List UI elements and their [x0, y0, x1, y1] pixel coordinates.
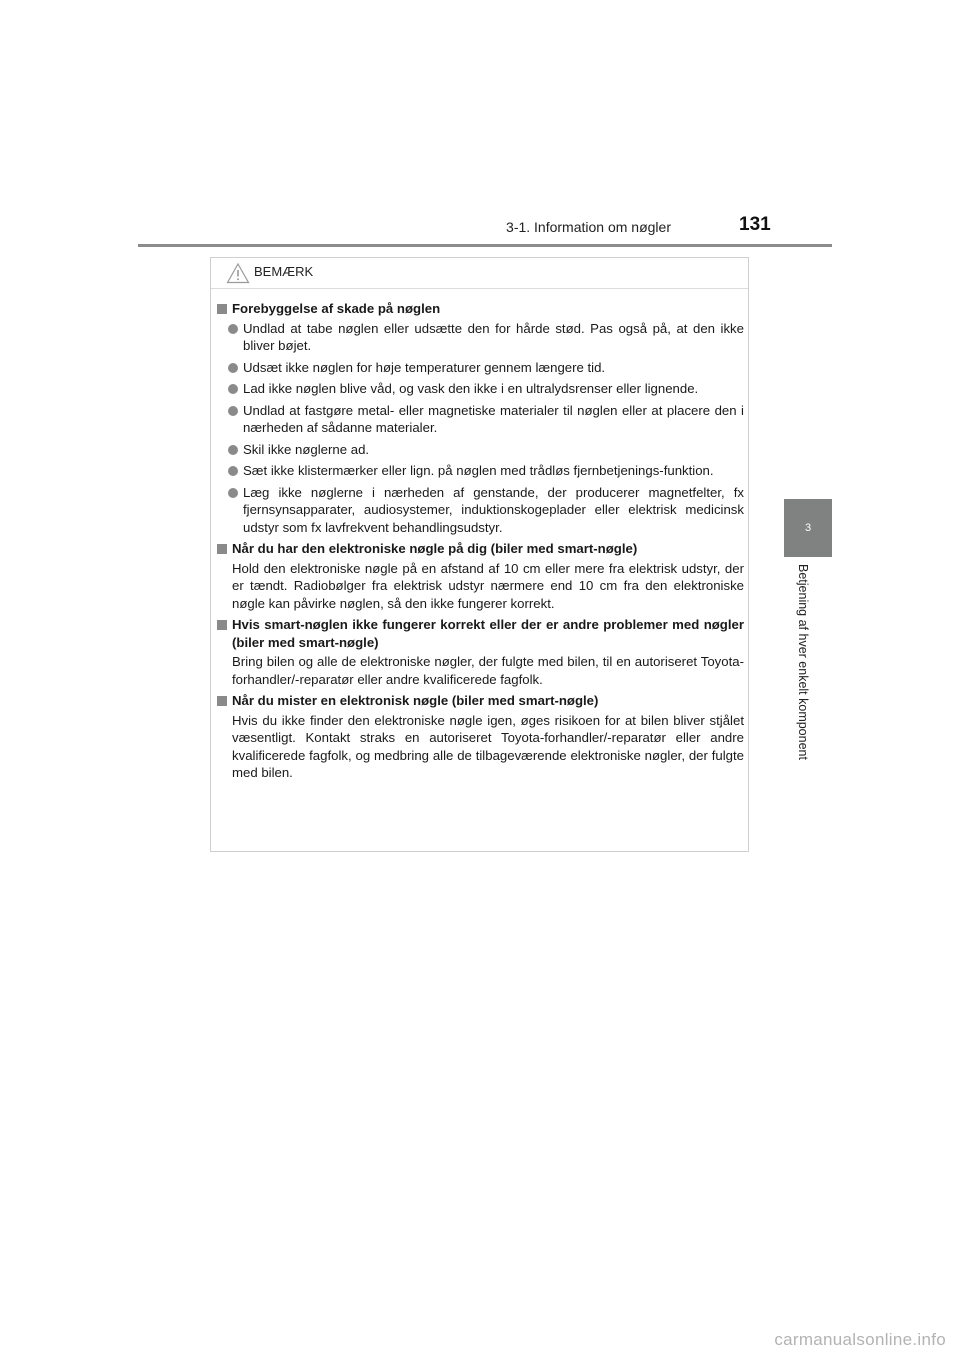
round-bullet-icon — [228, 384, 238, 394]
round-bullet-icon — [228, 445, 238, 455]
round-bullet-icon — [228, 488, 238, 498]
square-bullet-icon — [217, 544, 227, 554]
list-item: Undlad at tabe nøglen eller udsætte den for hårde stød. Pas også på, at den ikke bliver bøjet. — [217, 320, 744, 355]
page-number: 131 — [739, 214, 771, 235]
header-rule — [138, 244, 832, 247]
section-text: Hold den elektroniske nøgle på en afstand af 10 cm eller mere fra elektrisk udstyr, der er tændt. Radiobølger fra elektrisk udstyr nærmere end 10 cm fra den elektroniske nøgle kan påvirke nøglen, så den ikke fungerer korrekt. — [232, 560, 744, 611]
section-heading: Forebyggelse af skade på nøglen — [217, 300, 744, 318]
list-item: Læg ikke nøglerne i nærheden af genstande, der producerer magnetfelter, fx fjernsynsapparater, audiosystemer, induktionskogeplader eller elektrisk medicinsk udstyr som fx lavfrekvent behandlingsudstyr. — [217, 484, 744, 537]
round-bullet-icon — [228, 406, 238, 416]
section-heading: Når du har den elektroniske nøgle på dig (biler med smart-nøgle) — [217, 540, 744, 558]
section-heading: Hvis smart-nøglen ikke fungerer korrekt eller der er andre problemer med nøgler (biler med smart-nøgle) — [217, 616, 744, 651]
chapter-tab — [784, 499, 832, 557]
list-item: Undlad at fastgøre metal- eller magnetiske materialer til nøglen eller at placere den i nærheden af sådanne materialer. — [217, 402, 744, 437]
list-item: Lad ikke nøglen blive våd, og vask den ikke i en ultralydsrenser eller lignende. — [217, 380, 744, 398]
section-text: Bring bilen og alle de elektroniske nøgler, der fulgte med bilen, til en autoriseret Toyota-forhandler/-reparatør eller andre kvalificerede fagfolk. — [232, 654, 744, 687]
notice-body — [217, 300, 744, 786]
notice-title: BEMÆRK — [254, 264, 314, 279]
round-bullet-icon — [228, 324, 238, 334]
section-heading: Når du mister en elektronisk nøgle (biler med smart-nøgle) — [217, 692, 744, 710]
square-bullet-icon — [217, 696, 227, 706]
square-bullet-icon — [217, 620, 227, 630]
watermark: carmanualsonline.info — [774, 1330, 946, 1349]
round-bullet-icon — [228, 363, 238, 373]
list-item: Sæt ikke klistermærker eller lign. på nøglen med trådløs fjernbetjenings-funktion. — [217, 462, 744, 480]
notice-box — [210, 257, 749, 852]
section-text: Hvis du ikke finder den elektroniske nøgle igen, øges risikoen for at bilen bliver stjålet væsentligt. Kontakt straks en autoriseret Toyota-forhandler/-reparatør eller andre kvalificerede fagfolk, og medbring alle de tilbageværende elektroniske nøgler, der fulgte med bilen. — [232, 712, 744, 780]
list-item: Skil ikke nøglerne ad. — [217, 441, 744, 459]
round-bullet-icon — [228, 466, 238, 476]
section-title: 3-1. Information om nøgler — [506, 219, 671, 235]
chapter-label: Betjening af hver enkelt komponent — [796, 564, 810, 760]
square-bullet-icon — [217, 304, 227, 314]
list-item: Udsæt ikke nøglen for høje temperaturer gennem længere tid. — [217, 359, 744, 377]
chapter-number: 3 — [804, 522, 812, 534]
notice-header — [211, 258, 748, 289]
warning-triangle-icon — [226, 262, 250, 284]
